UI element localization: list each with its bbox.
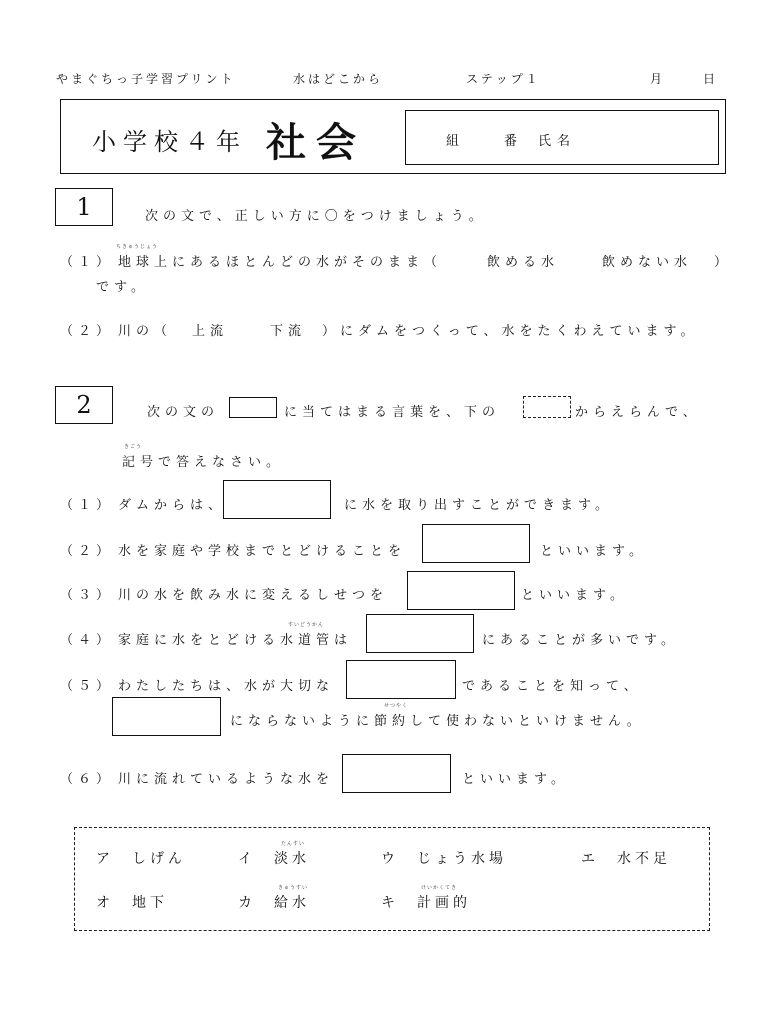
- choice-a: ア しげん: [96, 851, 186, 867]
- choice-o: オ 地下: [96, 895, 168, 911]
- s1-q2-before: 川の（: [118, 324, 173, 339]
- section1-number: 1: [55, 188, 113, 226]
- s2-q6-after: といいます。: [462, 772, 569, 787]
- month-label: 月: [650, 72, 666, 86]
- section1-instruction: 次の文で、正しい方に〇をつけましょう。: [145, 209, 487, 224]
- kigou-ruby: きごう: [124, 444, 143, 450]
- print-name: やまぐちっ子学習プリント: [56, 72, 236, 86]
- grade-title: 小学校４年: [92, 128, 247, 156]
- sample-choice-box: [523, 396, 571, 418]
- answer-box-4[interactable]: [366, 614, 474, 653]
- s1-q1-close: ）: [714, 255, 733, 270]
- s2-q4-before: 家庭に水をとどける水道管は: [118, 633, 353, 648]
- answer-choices-box: [74, 827, 710, 931]
- s2-q4-num: （４）: [60, 633, 115, 648]
- choice-ka: カ 給水: [238, 895, 310, 911]
- answer-box-6[interactable]: [342, 754, 451, 793]
- s2-q5-num: （５）: [60, 679, 115, 694]
- s1-q1-num: （１）: [60, 255, 115, 270]
- s1-q2-option1[interactable]: 上流: [192, 324, 229, 339]
- s2-q3-num: （３）: [60, 588, 115, 603]
- s2-q1-before: ダムからは、: [118, 498, 227, 513]
- s2-q5-ruby: せつやく: [384, 703, 409, 709]
- s2-q2-before: 水を家庭や学校までとどけることを: [118, 544, 407, 559]
- s2-q3-after: といいます。: [521, 588, 628, 603]
- choice-e: エ 水不足: [581, 851, 671, 867]
- answer-box-3[interactable]: [407, 571, 515, 610]
- choice-ka-ruby: きゅうすい: [278, 885, 309, 891]
- s2-q2-after: といいます。: [540, 544, 647, 559]
- s2-instr-c: からえらんで、: [575, 405, 701, 420]
- s1-q1-cont: です。: [96, 280, 149, 295]
- class-label: 組: [446, 134, 460, 149]
- s2-instr-d: 記号で答えなさい。: [122, 455, 285, 470]
- answer-box-2[interactable]: [422, 524, 530, 563]
- choice-i-ruby: たんすい: [281, 841, 306, 847]
- s2-q4-ruby: すいどうかん: [288, 622, 325, 628]
- s2-q5-after: であることを知って、: [462, 679, 642, 694]
- choice-ki: キ 計画的: [381, 895, 471, 911]
- s1-q2-after: ）にダムをつくって、水をたくわえています。: [322, 324, 699, 339]
- number-label: 番: [504, 134, 518, 149]
- s2-q2-num: （２）: [60, 544, 115, 559]
- sample-answer-box: [229, 397, 277, 418]
- s2-instr-b: に当てはまる言葉を、下の: [284, 405, 501, 420]
- s2-q1-after: に水を取り出すことができます。: [344, 498, 613, 513]
- s2-q1-num: （１）: [60, 498, 115, 513]
- choice-u: ウ じょう水場: [381, 851, 507, 867]
- s1-q1-option2[interactable]: 飲めない水: [602, 255, 693, 270]
- s1-q1-mid: にあるほとんどの水がそのまま（: [172, 255, 443, 270]
- s1-q1-before: 地球上: [118, 255, 173, 270]
- answer-box-5a[interactable]: [346, 660, 456, 699]
- unit-title: 水はどこから: [293, 72, 384, 86]
- day-label: 日: [703, 72, 719, 86]
- s2-q3-before: 川の水を飲み水に変えるしせつを: [118, 588, 389, 603]
- s2-q5-before: わたしたちは、水が大切な: [118, 679, 335, 694]
- s1-q1-text: [118, 251, 442, 270]
- answer-box-5b[interactable]: [112, 697, 221, 736]
- s2-q6-before: 川に流れているような水を: [118, 772, 335, 787]
- subject-title: 社会: [266, 120, 366, 166]
- s2-instr-a: 次の文の: [147, 405, 220, 420]
- choice-i: イ 淡水: [238, 851, 310, 867]
- s1-q1-option1[interactable]: 飲める水: [487, 255, 560, 270]
- s2-q5-line2: にならないように節約して使わないといけません。: [230, 714, 645, 729]
- name-label: 氏名: [538, 134, 577, 149]
- section2-number: 2: [55, 386, 113, 424]
- s1-q1-ruby: ちきゅうじょう: [116, 244, 159, 250]
- choice-ki-ruby: けいかくてき: [421, 885, 458, 891]
- answer-box-1[interactable]: [223, 480, 331, 519]
- s1-q2-option2[interactable]: 下流: [270, 324, 307, 339]
- s1-q2-num: （２）: [60, 324, 115, 339]
- step-label: ステップ１: [466, 72, 541, 86]
- s2-q4-after: にあることが多いです。: [482, 633, 679, 648]
- s2-q6-num: （６）: [60, 772, 115, 787]
